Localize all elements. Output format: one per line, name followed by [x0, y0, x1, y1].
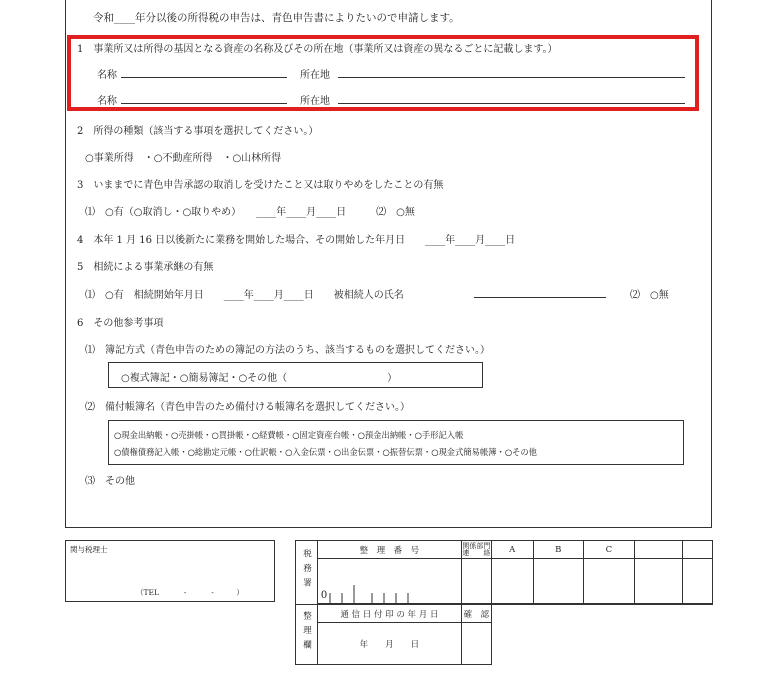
kakunin-cell[interactable]: [461, 623, 491, 665]
col-c-header: C: [584, 541, 635, 559]
bookkeeping-options[interactable]: ○複式簿記・○簡易簿記・○その他（ ）: [121, 373, 398, 384]
seiri-side-label: 整理欄: [296, 605, 318, 665]
section-1-heading: 1 事業所又は所得の基因となる資産の名称及びその所在地（事業所又は資産の異なるごとに記載します。）: [77, 44, 558, 55]
ledger-heading: ⑵ 備付帳簿名（青色申告のため備付ける帳簿名を選択してください。）: [85, 402, 410, 413]
name-label-2: 名称: [97, 96, 117, 107]
section-5-heading: 5 相続による事業承継の有無: [77, 262, 214, 273]
ledger-options-2[interactable]: ○債権債務記入帳・○総勘定元帳・○仕訳帳・○入金伝票・○出金伝票・○振替伝票・○現金式簡易帳簿・○その他: [114, 447, 537, 457]
kakunin-header: 確 認: [461, 605, 491, 623]
blank-cell-2[interactable]: [683, 559, 713, 604]
tsushin-date-cell[interactable]: 年 月 日: [317, 623, 461, 665]
blank-header-1: [634, 541, 683, 559]
seiri-bango-cell[interactable]: [317, 559, 461, 604]
location-label-2: 所在地: [300, 96, 330, 107]
section-2-heading: 2 所得の種類（該当する事項を選択してください。）: [77, 126, 319, 137]
tax-accountant-label: 関与税理士: [70, 545, 108, 554]
blank-cell-1[interactable]: [634, 559, 683, 604]
section-3-heading: 3 いままでに青色申告承認の取消しを受けたこと又は取りやめをしたことの有無: [77, 180, 444, 191]
blank-header-2: [683, 541, 713, 559]
tax-accountant-tel: （TEL - - ）: [136, 588, 244, 597]
ledger-box: [108, 420, 684, 465]
inheritance-none[interactable]: ⑵ ○無: [630, 290, 669, 301]
other-heading: ⑶ その他: [85, 476, 135, 487]
tax-office-side-label: 税務署: [296, 541, 318, 605]
section-4-heading: 4 本年 1 月 16 日以後新たに業務を開始した場合、その開始した年月日 ____年____月____日: [77, 235, 516, 246]
col-b-cell[interactable]: [533, 559, 584, 604]
decedent-name-field[interactable]: [474, 297, 606, 298]
kankei-bumon-cell[interactable]: [461, 559, 491, 604]
highlight-box: [67, 35, 699, 111]
col-a-cell[interactable]: [491, 559, 533, 604]
inheritance-line[interactable]: ⑴ ○有 相続開始年月日 ____年____月____日 被相続人の氏名: [85, 290, 404, 301]
empty-area: [491, 605, 712, 665]
bookkeeping-heading: ⑴ 簿記方式（青色申告のための簿記の方法のうち、該当するものを選択してください。）: [85, 345, 490, 356]
ledger-options-1[interactable]: ○現金出納帳・○売掛帳・○買掛帳・○経費帳・○固定資産台帳・○預金出納帳・○手形記入帳: [114, 430, 464, 440]
seiri-bango-header: 整 理 番 号: [317, 541, 461, 559]
kankei-bumon-header: 関係部門 連 絡: [462, 541, 491, 557]
seiri-bango-zero: 0: [320, 590, 328, 601]
income-type-options[interactable]: ○事業所得 ・○不動産所得 ・○山林所得: [85, 153, 282, 164]
office-use-table: [295, 540, 713, 665]
col-b-header: B: [533, 541, 584, 559]
seiri-bango-ticks: [318, 559, 461, 603]
intro-line: 令和____年分以後の所得税の申告は、青色申告書によりたいので申請します。: [93, 12, 460, 24]
location-label-1: 所在地: [300, 70, 330, 81]
tsushin-header: 通 信 日 付 印 の 年 月 日: [317, 605, 461, 623]
section-6-heading: 6 その他参考事項: [77, 318, 164, 329]
col-c-cell[interactable]: [584, 559, 635, 604]
cancellation-line[interactable]: ⑴ ○有（○取消し・○取りやめ） ____年____月____日 ⑵ ○無: [85, 207, 415, 218]
col-a-header: A: [491, 541, 533, 559]
name-label-1: 名称: [97, 70, 117, 81]
